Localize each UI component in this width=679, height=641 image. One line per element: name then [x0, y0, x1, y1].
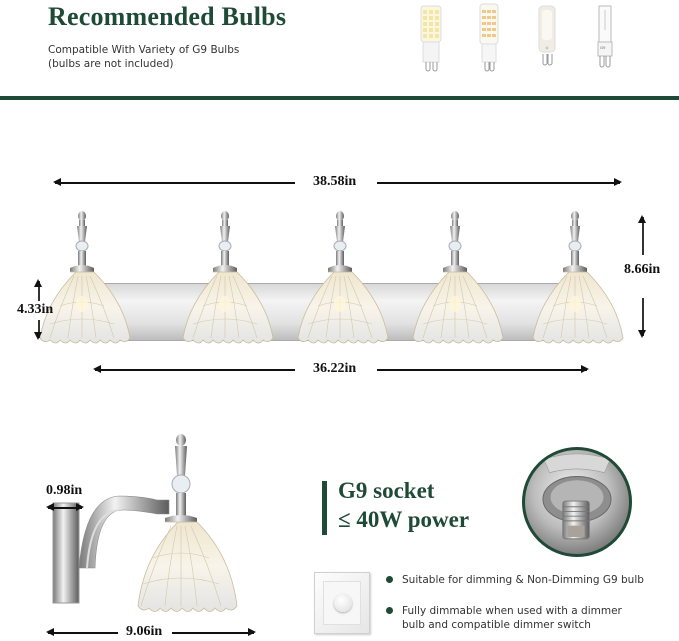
- overall-height-arrow-up: [642, 217, 644, 255]
- overall-height-label: 8.66in: [624, 262, 661, 277]
- backplate-width-arrow-right: [377, 369, 587, 371]
- power-rating-label: ≤ 40W power: [338, 507, 470, 532]
- compatibility-note: [48, 43, 239, 71]
- g9-halogen-bulb-image: [592, 2, 618, 72]
- side-view-fixture: [45, 428, 255, 623]
- g9-frosted-bulb-image: [534, 2, 560, 72]
- backplate-height-arrow-up: [38, 281, 40, 301]
- backplate-width-label: 36.22in: [313, 361, 357, 376]
- lamp-5: [523, 210, 627, 350]
- socket-type-label: G9 socket: [338, 478, 435, 503]
- lamp-4: [403, 210, 507, 350]
- overall-height-arrow-down: [642, 298, 644, 336]
- feature-item-dimming-compat: [386, 573, 644, 587]
- section-title: Recommended Bulbs: [48, 2, 287, 31]
- side-depth-label: 9.06in: [126, 624, 163, 639]
- g9-socket-closeup-image: [522, 447, 632, 557]
- feature-text: Suitable for dimming & Non-Dimming G9 bulb: [402, 574, 644, 586]
- header-divider: [0, 96, 679, 100]
- dimmer-switch-plate: [323, 581, 361, 625]
- backplate-width-arrow-left: [95, 369, 295, 371]
- feature-item-fully-dimmable: [386, 604, 622, 632]
- backplate-height-label: 4.33in: [17, 302, 54, 317]
- compatibility-line-2: (bulbs are not included): [48, 58, 174, 70]
- feature-text-line-2: bulb and compatible dimmer switch: [402, 619, 591, 631]
- g9-led-bulb-warm-image: [476, 2, 502, 72]
- lamp-1: [30, 210, 134, 350]
- side-depth-arrow-left: [48, 632, 118, 634]
- lamp-2: [173, 210, 277, 350]
- spec-accent-bar: [322, 481, 327, 535]
- overall-width-arrow-right: [377, 182, 620, 184]
- lamp-3: [288, 210, 392, 350]
- overall-width-arrow-left: [55, 182, 295, 184]
- overall-width-label: 38.58in: [313, 174, 357, 189]
- backplate-height-arrow-down: [38, 320, 40, 338]
- bullet-icon: [386, 576, 393, 583]
- feature-text-line-1: Fully dimmable when used with a dimmer: [402, 605, 622, 617]
- svg-text:G9: G9: [600, 45, 606, 50]
- extension-depth-arrow: [48, 507, 82, 509]
- dimmer-knob-icon: [334, 594, 352, 612]
- compatibility-line-1: Compatible With Variety of G9 Bulbs: [48, 44, 240, 56]
- extension-depth-label: 0.98in: [46, 483, 83, 498]
- g9-led-bulb-cool-image: [418, 2, 444, 72]
- side-depth-arrow-right: [172, 632, 254, 634]
- dimmer-switch-image: [314, 572, 370, 634]
- bullet-icon: [386, 607, 393, 614]
